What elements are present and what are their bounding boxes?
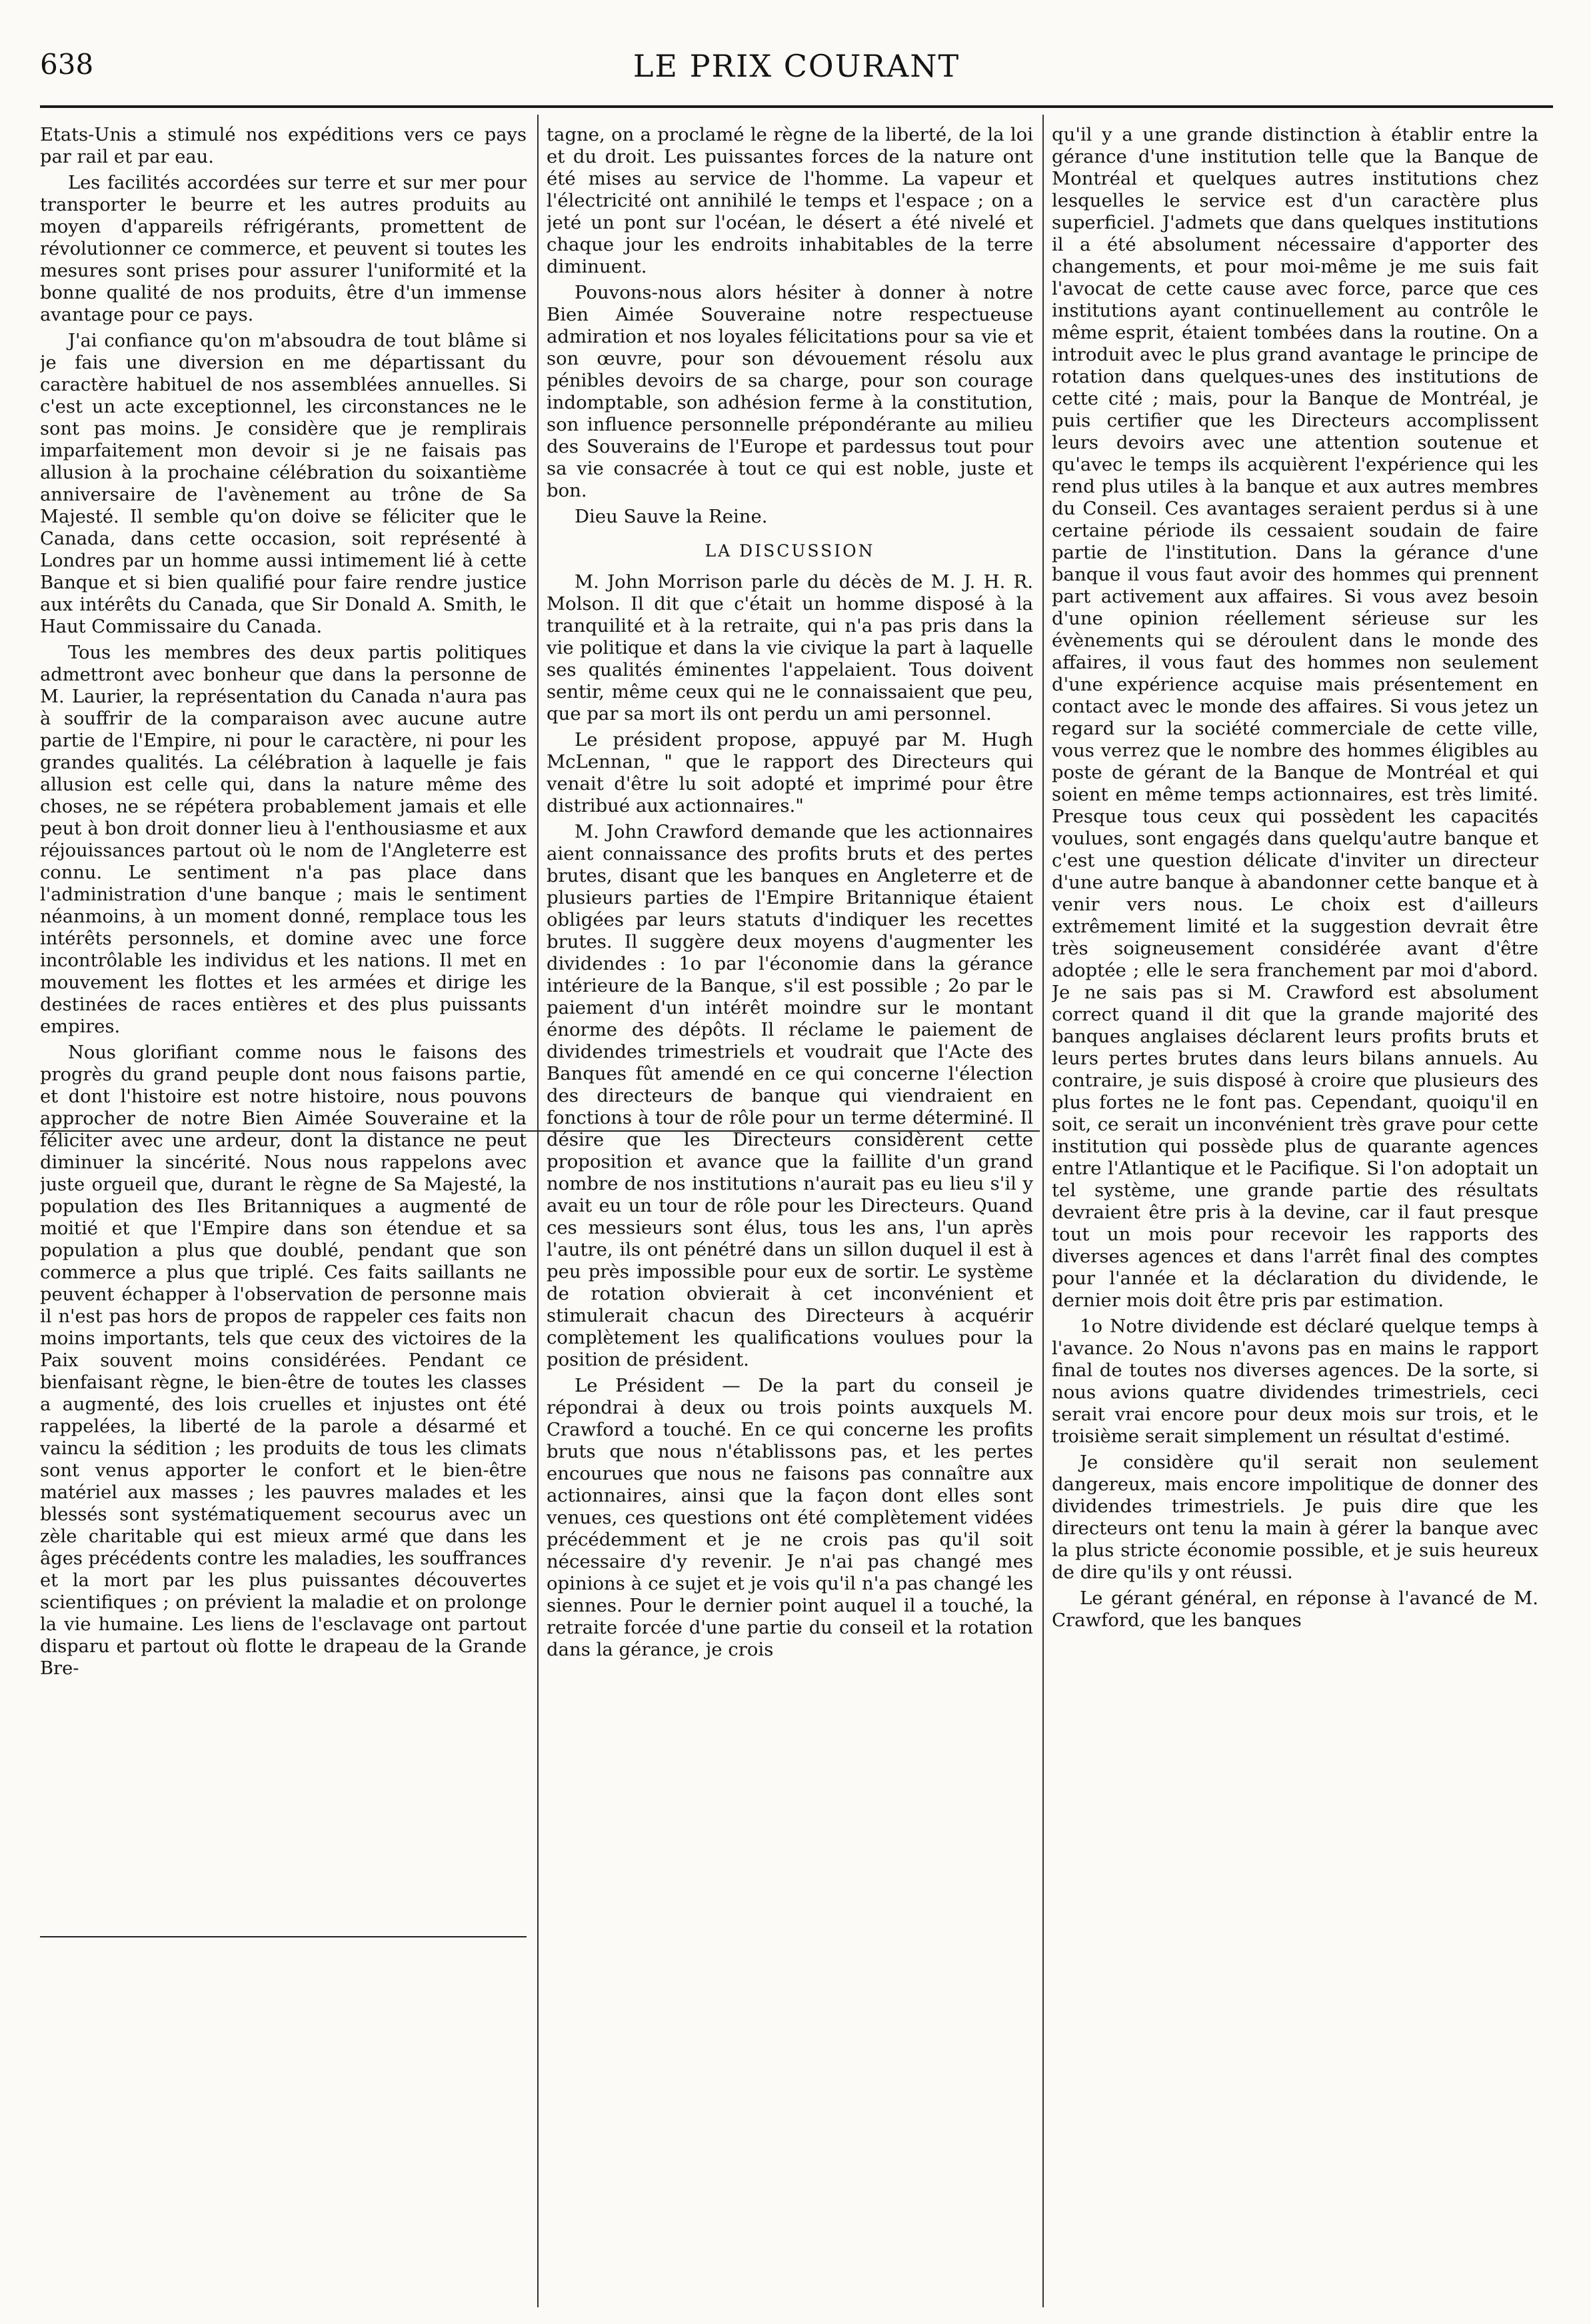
paragraph: tagne, on a proclamé le règne de la liberté, de la loi et du droit. Les puissantes forces de la nature ont été mises au service de l'homme. La vapeur et l'électricité ont annihilé le temps et l'espace ; on a jeté un pont sur l'océan, le désert a été nivelé et chaque jour les endroits inhabitables de la terre diminuent.: [547, 124, 1033, 277]
column-1: [40, 124, 527, 2307]
paragraph: qu'il y a une grande distinction à établir entre la gérance d'une institution telle que la Banque de Montréal et quelques autres institutions chez lesquelles le service est d'un caractère plus superficiel. J'admets que dans quelques institutions il a été absolument nécessaire d'apporter des changements, et pour moi-même je me suis fait l'avocat de cette cause avec force, parce que ces institutions ayant continuellement au contrôle le même esprit, étaient tombées dans la routine. On a introduit avec le plus grand avantage le principe de rotation dans quelques-unes des institutions de cette cité ; mais, pour la Banque de Montréal, je puis certifier que les Directeurs accomplissent leurs devoirs avec une attention soutenue et qu'avec le temps ils acquièrent l'expérience qui les rend plus utiles à la banque et aux autres membres du Conseil. Ces avantages seraient perdus si à une certaine période ils cessaient soudain de faire partie de l'institution. Dans la gérance d'une banque il vous faut avoir des hommes qui prennent part activement aux affaires. Si vous avez besoin d'une opinion réellement sérieuse sur les évènements qui se déroulent dans le monde des affaires, il vous faut des hommes non seulement d'une expérience acquise mais présentement en contact avec le monde des affaires. Si vous jetez un regard sur la société commerciale de cette ville, vous verrez que le nombre des hommes éligibles au poste de gérant de la Banque de Montréal et qui soient en même temps actionnaires, est très limité. Presque tous ceux qui possèdent les capacités voulues, sont engagés dans quelqu'autre banque et c'est une question délicate d'inviter un directeur d'une autre banque à abandonner cette banque et à venir vers nous. Le choix est d'ailleurs extrêmement limité et la suggestion devrait être très soigneusement considérée avant d'être adoptée ; elle le sera franchement par moi d'abord. Je ne sais pas si M. Crawford est absolument correct quand il dit que la grande majorité des banques anglaises déclarent leurs profits bruts et leurs pertes brutes dans leurs bilans annuels. Au contraire, je suis disposé à croire que plusieurs des plus fortes ne le font pas. Cependant, quoiqu'il en soit, ce serait un inconvénient très grave pour cette institution qui possède plus de quarante agences entre l'Atlantique et le Pacifique. Si l'on adoptait un tel système, une grande partie des résultats devraient être pris à la devine, car il faut presque tout un mois pour recevoir les rapports des diverses agences et dans l'arrêt final des comptes pour l'année et la déclaration du dividende, le dernier mois doit être pris par estimation.: [1052, 124, 1538, 1311]
paragraph: M. John Morrison parle du décès de M. J. H. R. Molson. Il dit que c'était un homme disposé à la tranquilité et à la retraite, qui n'a pas pris dans la vie politique et dans la vie civique la part à laquelle ses qualités éminentes l'appelaient. Tous doivent sentir, même ceux qui ne le connaissaient que peu, que par sa mort ils ont perdu un ami personnel.: [547, 571, 1033, 724]
paragraph: Le gérant général, en réponse à l'avancé de M. Crawford, que les banques: [1052, 1588, 1538, 1631]
paragraph: 1o Notre dividende est déclaré quelque temps à l'avance. 2o Nous n'avons pas en mains le rapport final de toutes nos diverses agences. De la sorte, si nous avions quatre dividendes trimestriels, ceci serait vrai encore pour deux mois sur trois, et le troisième serait simplement un résultat d'estimé.: [1052, 1316, 1538, 1447]
paragraph: J'ai confiance qu'on m'absoudra de tout blâme si je fais une diversion en me départissant du caractère habituel de nos assemblées annuelles. Si c'est un acte exceptionnel, les circonstances ne le sont pas moins. Je considère que je remplirais imparfaitement mon devoir si je ne faisais pas allusion à la prochaine célébration du soixantième anniversaire de l'avènement au trône de Sa Majesté. Il semble qu'on doive se féliciter que le Canada, dans cette occasion, soit représenté à Londres par un homme aussi intimement lié à cette Banque et si bien qualifié pour faire rendre justice aux intérêts du Canada, que Sir Donald A. Smith, le Haut Commissaire du Canada.: [40, 331, 527, 637]
section-heading: LA DISCUSSION: [705, 541, 875, 561]
sign-off: Dieu Sauve la Reine.: [575, 506, 768, 527]
paragraph: Pouvons-nous alors hésiter à donner à notre Bien Aimée Souveraine notre respectueuse admiration et nos loyales félicitations pour sa vie et son œuvre, pour son dévouement résolu aux pénibles devoirs de sa charge, pour son courage indomptable, son adhésion ferme à la constitution, son influence personnelle prépondérante au milieu des Souverains de l'Europe et pardessus tout pour sa vie consacrée à tout ce qui est noble, juste et bon.: [547, 282, 1033, 501]
paragraph: M. John Crawford demande que les actionnaires aient connaissance des profits bruts et des pertes brutes, disant que les banques en Angleterre et de plusieurs parties de l'Empire Britannique étaient obligées par leurs statuts d'indiquer les recettes brutes. Il suggère deux moyens d'augmenter les dividendes : 1o par l'économie dans la gérance intérieure de la Banque, s'il est possible ; 2o par le paiement d'un intérêt moindre sur le montant énorme des dépôts. Il réclame le paiement de dividendes trimestriels et voudrait que l'Acte des Banques fût amendé en ce qui concerne l'élection des directeurs de banque qui viendraient en fonctions à tour de rôle pour un terme déterminé. Il désire que les Directeurs considèrent cette proposition et avance que la faillite d'un grand nombre de nos institutions n'aurait pas eu lieu s'il y avait eu un tour de rôle pour les Directeurs. Quand ces messieurs sont élus, tous les ans, l'un après l'autre, ils ont pénétré dans un sillon duquel il est à peu près impossible pour eux de sortir. Le système de rotation obvierait à cet inconvénient et stimulerait chacun des Directeurs à acquérir complètement les qualifications voulues pour la position de président.: [547, 821, 1033, 1370]
column-divider: [1042, 115, 1044, 2307]
paragraph: Les facilités accordées sur terre et sur mer pour transporter le beurre et les autres produits au moyen d'appareils réfrigérants, promettent de révolutionner ce commerce, et peuvent si toutes les mesures sont prises pour assurer l'uniformité et la bonne qualité de nos produits, être d'un immense avantage pour ce pays.: [40, 173, 527, 325]
publication-title: LE PRIX COURANT: [633, 48, 960, 84]
page-number: 638: [40, 48, 94, 81]
print-strike-line: [40, 1936, 527, 1937]
print-strike-line: [40, 1130, 1040, 1132]
paragraph: Tous les membres des deux partis politiques admettront avec bonheur que dans la personne de M. Laurier, la représentation du Canada n'aura pas à souffrir de la comparaison avec aucune autre partie de l'Empire, ni pour le caractère, ni pour les grandes qualités. La célébration à laquelle je fais allusion est celle qui, dans la nature même des choses, ne se répétera probablement jamais et elle peut à bon droit donner lieu à l'enthousiasme et aux réjouissances partout où le nom de l'Angleterre est connu. Le sentiment n'a pas place dans l'administration d'une banque ; mais le sentiment néanmoins, à un moment donné, remplace tous les intérêts personnels, et domine avec une force incontrôlable les individus et les nations. Il met en mouvement les flottes et les armées et dirige les destinées de races entières et des plus puissants empires.: [40, 642, 527, 1037]
paragraph: Je considère qu'il serait non seulement dangereux, mais encore impolitique de donner des dividendes trimestriels. Je puis dire que les directeurs ont tenu la main à gérer la banque avec la plus stricte économie possible, et je suis heureux de dire qu'ils y ont réussi.: [1052, 1452, 1538, 1583]
header-rule: [40, 105, 1553, 108]
column-2: [547, 124, 1033, 2307]
paragraph: Le Président — De la part du conseil je répondrai à deux ou trois points auxquels M. Crawford a touché. En ce qui concerne les profits bruts que nous n'établissons pas, et les pertes encourues que nous ne faisons pas connaître aux actionnaires, ainsi que la façon dont elles sont venues, ces questions ont été complètement vidées précédemment et je ne crois pas qu'il soit nécessaire d'y revenir. Je n'ai pas changé mes opinions à ce sujet et je vois qu'il n'a pas changé les siennes. Pour le dernier point auquel il a touché, la retraite forcée d'une partie du conseil et la rotation dans la gérance, je crois: [547, 1375, 1033, 1660]
column-3: [1052, 124, 1538, 2307]
column-divider: [537, 115, 539, 2307]
paragraph: Etats-Unis a stimulé nos expéditions vers ce pays par rail et par eau.: [40, 125, 527, 167]
paragraph: Nous glorifiant comme nous le faisons des progrès du grand peuple dont nous faisons partie, et dont l'histoire est notre histoire, nous pouvons approcher de notre Bien Aimée Souveraine et la féliciter avec une ardeur, dont la distance ne peut diminuer la sincérité. Nous nous rappelons avec juste orgueil que, durant le règne de Sa Majesté, la population des Iles Britanniques a augmenté de moitié et que l'Empire dans son étendue et sa population a plus que doublé, pendant que son commerce a plus que triplé. Ces faits saillants ne peuvent échapper à l'observation de personne mais il n'est pas hors de propos de rappeler ces faits non moins importants, tels que ceux des victoires de la Paix souvent moins considérées. Pendant ce bienfaisant règne, le bien-être de toutes les classes a augmenté, des lois cruelles et injustes ont été rappelées, la liberté de la parole a désarmé et vaincu la sédition ; les produits de tous les climats sont venus apporter le confort et le bien-être matériel aux masses ; les pauvres malades et les blessés sont systématiquement secourus avec un zèle charitable qui est mieux armé que dans les âges précédents contre les maladies, les souffrances et la mort par les plus puissantes découvertes scientifiques ; on prévient la maladie et on prolonge la vie humaine. Les liens de l'esclavage ont partout disparu et partout où flotte le drapeau de la Grande Bre-: [40, 1042, 527, 1679]
page-header: [40, 48, 1553, 88]
paragraph: Le président propose, appuyé par M. Hugh McLennan, " que le rapport des Directeurs qui venait d'être lu soit adopté et imprimé pour être distribué aux actionnaires.": [547, 729, 1033, 816]
